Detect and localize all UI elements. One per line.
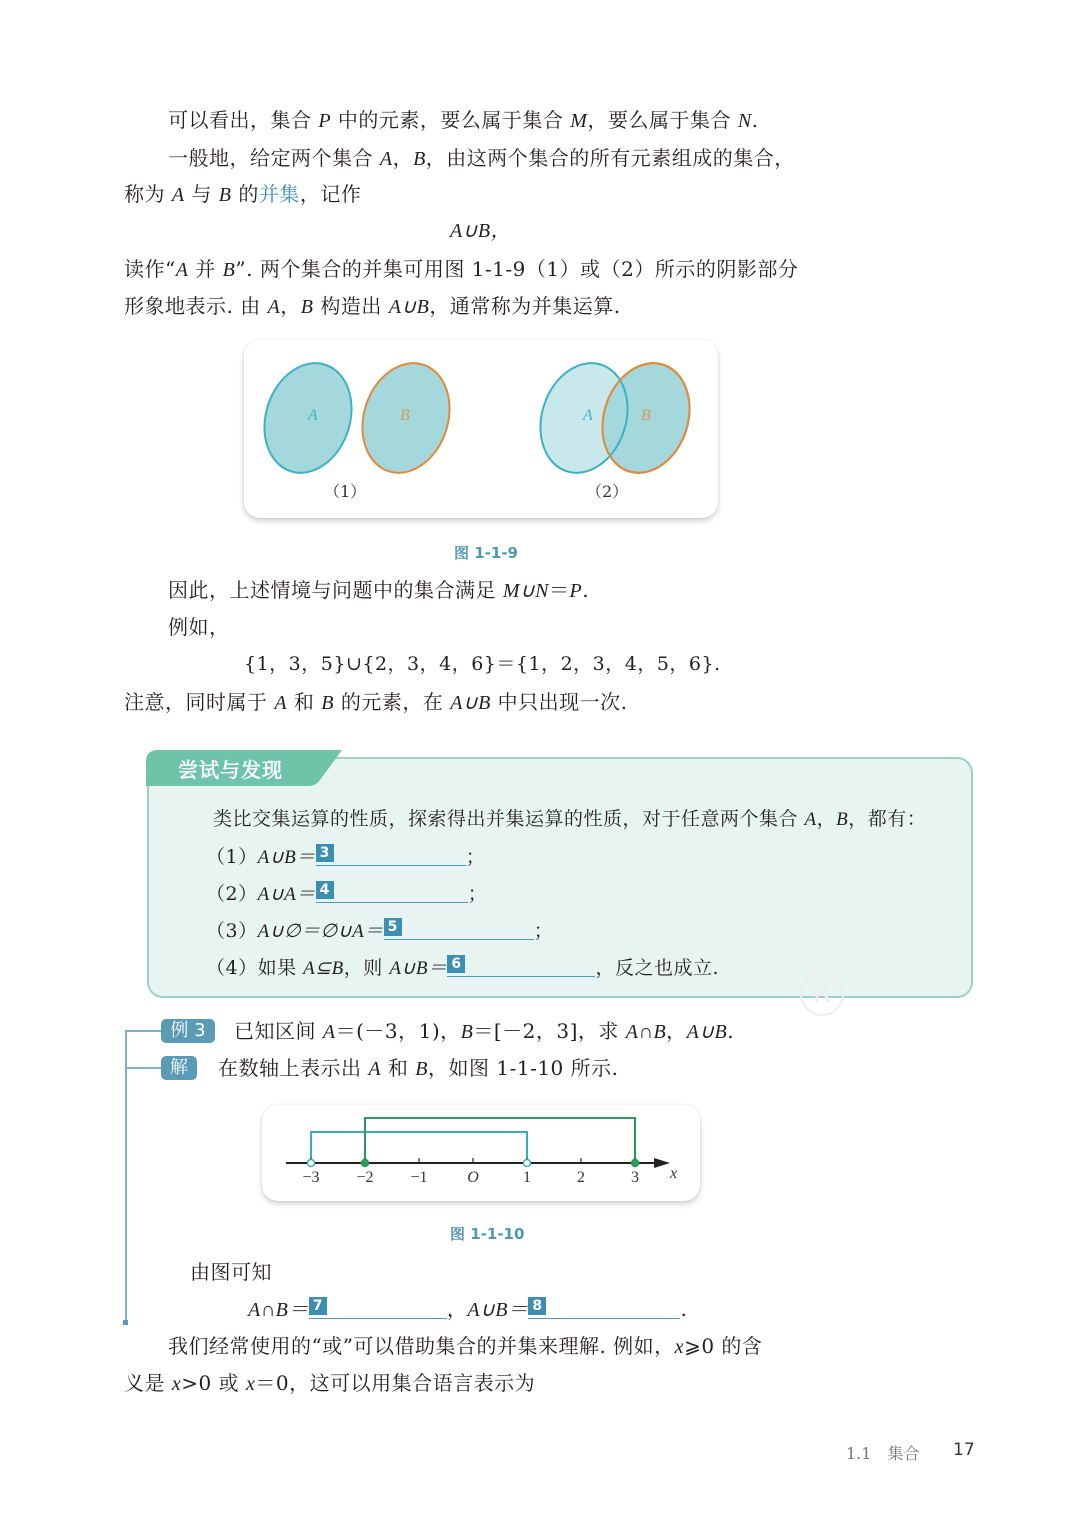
- text: ＝[－2，3]，求: [473, 1019, 626, 1043]
- item-number: （3）: [206, 920, 258, 942]
- text: 读作“: [124, 257, 176, 281]
- interval-a-right-endpoint: [524, 1160, 531, 1167]
- venn2-label-a: A: [583, 407, 593, 424]
- text: ，: [666, 1019, 687, 1043]
- x-axis-label: x: [670, 1165, 678, 1182]
- math-expr: A∪B: [686, 1021, 728, 1043]
- blank-number-badge: 6: [447, 955, 465, 973]
- interval-b-left-endpoint: [362, 1160, 369, 1167]
- example-3-label: 例 3: [161, 1019, 215, 1043]
- math-var: B: [836, 809, 849, 830]
- math-var: P: [569, 580, 583, 602]
- text: 因此，上述情境与问题中的集合满足: [168, 578, 503, 602]
- text: ，: [816, 808, 837, 830]
- text: 构造出: [313, 294, 389, 318]
- paragraph-2: [168, 144, 795, 173]
- text: .: [751, 108, 759, 132]
- text: ，通常称为并集运算.: [429, 294, 621, 318]
- math-expr: M∪N: [502, 580, 549, 602]
- figure-1-1-10-card: [262, 1105, 700, 1201]
- text: 中只出现一次.: [490, 690, 628, 714]
- item-number: （2）: [206, 883, 258, 905]
- example-bracket-line: [125, 1030, 127, 1322]
- text: 中的元素，要么属于集合: [331, 108, 571, 132]
- venn2-label-b: B: [641, 407, 651, 424]
- example-3-solution: [218, 1054, 619, 1083]
- example-3-problem: [234, 1017, 734, 1046]
- figure-1-1-10-caption: 图 1-1-10: [450, 1225, 525, 1243]
- item-number: （1）: [206, 846, 258, 868]
- answer-blank-5[interactable]: [384, 917, 534, 940]
- text: 注意，同时属于: [124, 690, 275, 714]
- text: ，: [392, 146, 414, 170]
- text: 类比交集运算的性质，探索得出并集运算的性质，对于任意两个集合: [213, 808, 805, 830]
- text: ；: [533, 920, 554, 942]
- math-expr: A⊆B: [303, 958, 344, 979]
- tick-label: 3: [631, 1169, 639, 1186]
- text: ＝0，这可以用集合语言表示为: [255, 1371, 536, 1395]
- tick-label: O: [467, 1169, 479, 1186]
- blank-number-badge: 8: [528, 1297, 546, 1315]
- math-expr: A∪B: [388, 296, 430, 318]
- math-var: M: [570, 110, 588, 132]
- text: 与: [184, 182, 219, 206]
- panel-2-label: （2）: [586, 482, 629, 501]
- math-var: B: [222, 259, 236, 281]
- blank-number-badge: 5: [384, 918, 402, 936]
- example-bracket-end-dot: [123, 1320, 128, 1325]
- text: 义是: [124, 1371, 172, 1395]
- text: .: [582, 578, 590, 602]
- paragraph-10: 由图可知: [190, 1260, 272, 1284]
- answer-blank-3[interactable]: [316, 843, 466, 866]
- text: ，则: [343, 957, 390, 979]
- math-expr: A∪B＝: [389, 958, 448, 979]
- paragraph-12: [124, 1369, 535, 1398]
- interval-b-right-endpoint: [632, 1160, 639, 1167]
- text: ，: [446, 1297, 468, 1321]
- text: .: [680, 1297, 688, 1321]
- math-var: x: [171, 1373, 182, 1395]
- interval-a-left-endpoint: [308, 1160, 315, 1167]
- math-var: A: [804, 809, 817, 830]
- math-expr: A∩B: [625, 1021, 667, 1043]
- text: 并: [188, 257, 223, 281]
- math-var: x: [245, 1373, 256, 1395]
- text: 可以看出，集合: [168, 108, 319, 132]
- math-var: A: [379, 148, 393, 170]
- math-expr: A∪B＝: [257, 847, 316, 868]
- text: 如果: [257, 957, 304, 979]
- formula-union: A∪B，: [450, 220, 512, 242]
- paragraph-11: [168, 1332, 762, 1361]
- interval-b-bracket: [365, 1118, 635, 1163]
- text: ＝: [549, 578, 570, 602]
- page-number: 17: [953, 1440, 975, 1460]
- text: 在数轴上表示出: [218, 1056, 369, 1080]
- math-var: B: [321, 692, 335, 714]
- venn1-label-b: B: [400, 407, 410, 424]
- math-expr: A∪A＝: [257, 884, 316, 905]
- tick-label: 2: [577, 1169, 585, 1186]
- answer-blank-6[interactable]: [447, 954, 595, 977]
- math-var: B: [413, 148, 426, 170]
- example-bracket-tick-2: [125, 1067, 161, 1069]
- figure-1-1-9-card: [244, 340, 718, 518]
- x-axis-arrow: [654, 1158, 670, 1168]
- text: ，记作: [299, 182, 362, 206]
- text: 我们经常使用的“或”可以借助集合的并集来理解. 例如，: [168, 1334, 675, 1358]
- blank-number-badge: 7: [309, 1297, 327, 1315]
- figure-1-1-9-caption: 图 1-1-9: [454, 544, 518, 562]
- math-var: A: [322, 1021, 336, 1043]
- paragraph-9: [124, 688, 628, 717]
- math-var: x: [674, 1336, 685, 1358]
- text: 已知区间: [234, 1019, 323, 1043]
- math-var: N: [737, 110, 752, 132]
- math-expr: A∪B: [450, 692, 491, 714]
- text: >0 或: [181, 1371, 246, 1395]
- math-var: A: [171, 184, 185, 206]
- text: ，: [280, 294, 301, 318]
- paragraph-8-example-formula: {1，3，5}∪{2，3，4，6}＝{1，2，3，4，5，6}.: [244, 653, 721, 675]
- tick-label: −2: [356, 1169, 374, 1186]
- math-var: B: [415, 1058, 429, 1080]
- text: 的: [231, 182, 259, 206]
- text: ，如图 1-1-10 所示.: [428, 1056, 619, 1080]
- text: 称为: [124, 182, 172, 206]
- math-var: B: [218, 184, 232, 206]
- try-item-1: [206, 843, 485, 872]
- text: ，要么属于集合: [587, 108, 738, 132]
- answer-blank-8[interactable]: [528, 1296, 680, 1319]
- panel-1-label: （1）: [324, 482, 367, 501]
- text: 形象地表示. 由: [124, 294, 268, 318]
- text: ⩾0 的含: [684, 1334, 763, 1358]
- try-item-4: [206, 954, 719, 983]
- math-var: A: [274, 692, 288, 714]
- text: ，由这两个集合的所有元素组成的集合，: [425, 146, 795, 170]
- text: ；: [465, 846, 486, 868]
- text: ，都有：: [848, 808, 927, 830]
- math-expr: A∩B＝: [248, 1299, 309, 1321]
- registered-watermark-icon: R: [800, 972, 844, 1016]
- try-item-2: [206, 880, 487, 909]
- text: 一般地，给定两个集合: [168, 146, 380, 170]
- try-and-discover-title: 尝试与发现: [178, 758, 283, 782]
- tick-label: 1: [523, 1169, 531, 1186]
- answer-blank-4[interactable]: [316, 880, 468, 903]
- text: ，反之也成立.: [595, 957, 719, 979]
- example-bracket-tick-1: [125, 1030, 161, 1032]
- paragraph-5: [124, 292, 621, 321]
- tick-label: −1: [410, 1169, 428, 1186]
- solution-label: 解: [161, 1056, 197, 1080]
- text: ”. 两个集合的并集可用图 1-1-9（1）或（2）所示的阴影部分: [235, 257, 799, 281]
- math-var: B: [460, 1021, 474, 1043]
- tick-label: −3: [302, 1169, 320, 1186]
- text: 的元素，在: [334, 690, 451, 714]
- blank-number-badge: 4: [316, 881, 334, 899]
- math-var: B: [300, 296, 314, 318]
- blank-number-badge: 3: [316, 844, 334, 862]
- math-expr: A∪∅＝∅∪A＝: [257, 921, 384, 942]
- text: ＝(－3，1)，: [335, 1019, 461, 1043]
- math-var: A: [175, 259, 189, 281]
- text: ；: [467, 883, 488, 905]
- paragraph-4: [124, 255, 798, 284]
- keyword-union: 并集: [258, 182, 300, 206]
- text: .: [727, 1019, 735, 1043]
- paragraph-6: [168, 576, 589, 605]
- venn-diagrams: [244, 340, 718, 518]
- item-number: （4）: [206, 957, 258, 979]
- try-intro: [213, 805, 926, 834]
- answer-line: [248, 1295, 687, 1324]
- text: 和: [381, 1056, 416, 1080]
- math-var: A: [267, 296, 281, 318]
- venn1-label-a: A: [308, 407, 318, 424]
- try-item-3: [206, 917, 553, 946]
- math-var: A: [368, 1058, 382, 1080]
- footer-section: 1.1 集合: [846, 1444, 920, 1463]
- text: 和: [287, 690, 322, 714]
- answer-blank-7[interactable]: [309, 1296, 447, 1319]
- math-var: P: [318, 110, 332, 132]
- paragraph-1: [168, 106, 759, 135]
- paragraph-3: [124, 180, 361, 209]
- math-expr: A∪B＝: [467, 1299, 529, 1321]
- paragraph-7: 例如，: [168, 615, 230, 639]
